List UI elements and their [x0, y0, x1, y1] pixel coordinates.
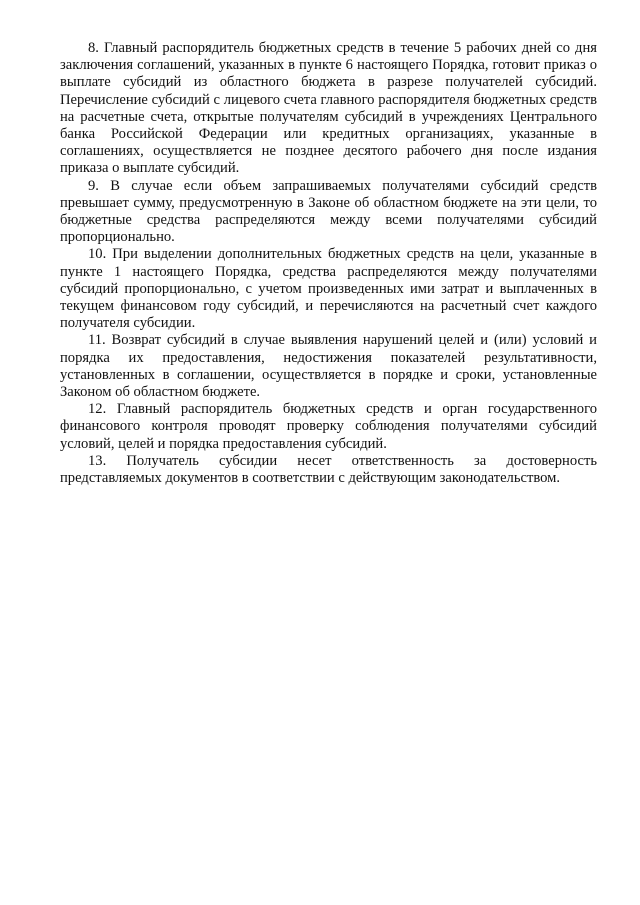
document-page: [60, 40, 597, 487]
paragraph-10: 10. При выделении дополнительных бюджетных средств на цели, указанные в пункте 1 настоящего Порядка, средства распределяются между получателями субсидий пропорционально, с учетом произведенных ими затрат и выплаченных в текущем финансовом году субсидий, и перечисляются на расчетный счет каждого получателя субсидии.: [60, 246, 597, 332]
paragraph-8: 8. Главный распорядитель бюджетных средств в течение 5 рабочих дней со дня заключения соглашений, указанных в пункте 6 настоящего Порядка, готовит приказ о выплате субсидий из областного бюджета в разрезе получателей субсидий. Перечисление субсидий с лицевого счета главного распорядителя бюджетных средств на расчетные счета, открытые получателям субсидий в учреждениях Центрального банка Российской Федерации или кредитных организациях, указанные в соглашениях, осуществляется не позднее десятого рабочего дня после издания приказа о выплате субсидий.: [60, 40, 597, 177]
paragraph-11: 11. Возврат субсидий в случае выявления нарушений целей и (или) условий и порядка их предоставления, недостижения показателей результативности, установленных в соглашении, осуществляется в порядке и сроки, установленные Законом об областном бюджете.: [60, 332, 597, 401]
paragraph-9: 9. В случае если объем запрашиваемых получателями субсидий средств превышает сумму, предусмотренную в Законе об областном бюджете на эти цели, то бюджетные средства распределяются между всеми получателями субсидий пропорционально.: [60, 177, 597, 246]
paragraph-12: 12. Главный распорядитель бюджетных средств и орган государственного финансового контроля проводят проверку соблюдения получателями субсидий условий, целей и порядка предоставления субсидий.: [60, 401, 597, 452]
paragraph-13: 13. Получатель субсидии несет ответственность за достоверность представляемых документов в соответствии с действующим законодательством.: [60, 452, 597, 487]
